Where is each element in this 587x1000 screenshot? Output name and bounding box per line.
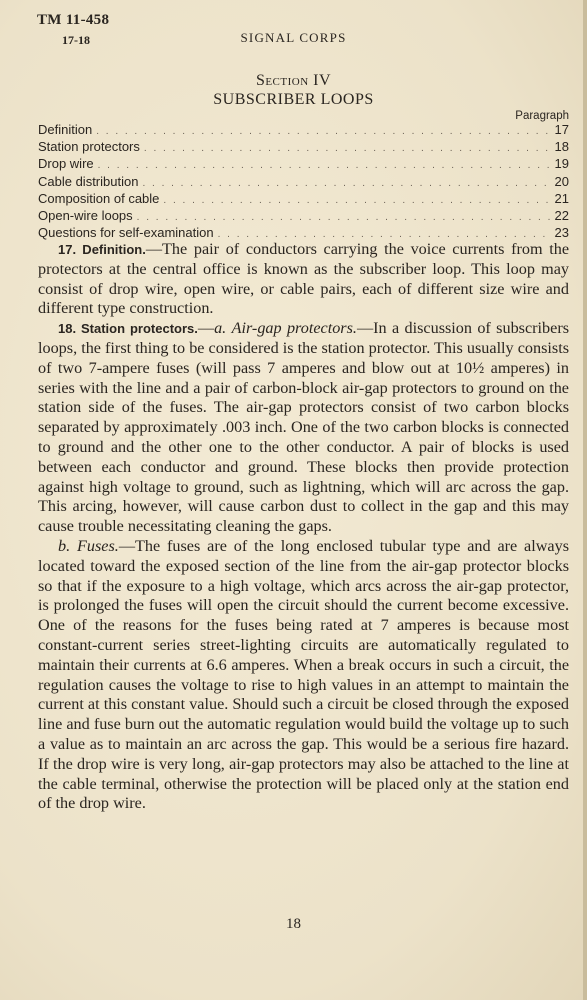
toc-label: Definition bbox=[38, 122, 93, 137]
dash: — bbox=[197, 319, 215, 338]
toc-label: Station protectors bbox=[38, 139, 140, 155]
subparagraph-letter: a. bbox=[214, 319, 227, 338]
toc-leader bbox=[144, 140, 551, 157]
toc-leader bbox=[142, 175, 550, 192]
toc-number: 17 bbox=[554, 122, 569, 137]
section-title: SUBSCRIBER LOOPS bbox=[213, 91, 374, 108]
paragraph-range: 17-18 bbox=[62, 33, 90, 47]
toc-row bbox=[38, 173, 569, 190]
paragraph-heading: 18. Station protectors. bbox=[58, 321, 198, 337]
body-text bbox=[38, 240, 569, 814]
toc-label: Composition of cable bbox=[38, 190, 160, 206]
toc-row bbox=[38, 121, 569, 138]
paragraph-heading: 17. Definition. bbox=[58, 242, 146, 257]
page-number: 18 bbox=[286, 916, 301, 932]
toc-row bbox=[38, 155, 569, 172]
toc-number: 21 bbox=[554, 190, 569, 206]
toc-row bbox=[38, 224, 569, 241]
toc-label: Questions for self-examination bbox=[38, 225, 214, 241]
section-heading: Section IV bbox=[255, 72, 332, 89]
paragraph-18b bbox=[38, 537, 569, 814]
toc-row bbox=[38, 190, 569, 207]
toc-number: 22 bbox=[554, 207, 569, 223]
toc-leader bbox=[163, 192, 550, 209]
subparagraph-heading: Air-gap protectors. bbox=[231, 319, 357, 338]
toc-number: 23 bbox=[554, 225, 569, 241]
paragraph-text: —The pair of conductors carrying the voice currents from the protectors at the central office is known as the subscriber loop. This loop may consist of drop wire, open wire, or cable pairs, each of different size wire and different type construction. bbox=[38, 240, 570, 318]
toc-leader bbox=[96, 123, 550, 140]
toc-leader bbox=[98, 157, 551, 174]
toc-number: 18 bbox=[554, 139, 569, 155]
paragraph-17 bbox=[38, 240, 569, 319]
toc-label: Open-wire loops bbox=[38, 207, 133, 223]
running-head: SIGNAL CORPS bbox=[240, 30, 347, 45]
table-of-contents bbox=[38, 121, 569, 241]
toc-row bbox=[38, 207, 569, 224]
subparagraph-heading: Fuses. bbox=[77, 536, 119, 555]
paragraph-text: —In a discussion of subscribers loops, the first thing to be considered is the station protector. This usually consists of two 7-ampere fuses (will pass 7 amperes and blow out at 10½ amperes) in series with the line and a pair of carbon-block air-gap protectors to ground on the station side of the fuses. The air-gap protectors consist of two carbon blocks separated by approximately .003 inch. One of the two carbon blocks is connected to ground and the other one to the other conductor. A pair of blocks is used between each conductor and ground. These blocks then provide protection against high voltage to ground, such as lightning, which will arc across the gap. This arcing, however, will cause carbon dust to collect in the gap and this may cause trouble necessitating cleaning the gaps. bbox=[38, 319, 570, 536]
page-edge bbox=[583, 0, 587, 1000]
toc-row bbox=[38, 138, 569, 155]
paragraph-18a bbox=[38, 319, 569, 537]
paragraph-text: —The fuses are of the long enclosed tubular type and are always located toward the exposed section of the line from the air-gap protector blocks so that if the exposure to a high voltage, which arcs across the air-gap protector, is prolonged the fuses will open the circuit should the current become excessive. One of the reasons for the fuses being rated at 7 amperes is because most constant-current series street-lighting circuits are automatically regulated to maintain their currents at 6.6 amperes. When a break occurs in such a circuit, the regulation causes the voltage to rise to high values in an attempt to maintain the current at this constant value. Should such a circuit be closed through the exposed line and fuse burn out the automatic regulation would build the voltage up to such a value as to maintain an arc across the gap. This would be a serious fire hazard. If the drop wire is very long, air-gap protectors may also be attached to the line at the cable terminal, otherwise the protection will be placed only at the station end of the drop wire. bbox=[38, 536, 570, 813]
subparagraph-letter: b. bbox=[58, 536, 71, 555]
toc-number: 20 bbox=[554, 173, 569, 189]
manual-number: TM 11-458 bbox=[37, 12, 110, 28]
toc-label: Drop wire bbox=[38, 156, 94, 172]
toc-label: Cable distribution bbox=[38, 173, 139, 189]
toc-paragraph-label: Paragraph bbox=[515, 110, 569, 122]
toc-number: 19 bbox=[554, 156, 569, 172]
